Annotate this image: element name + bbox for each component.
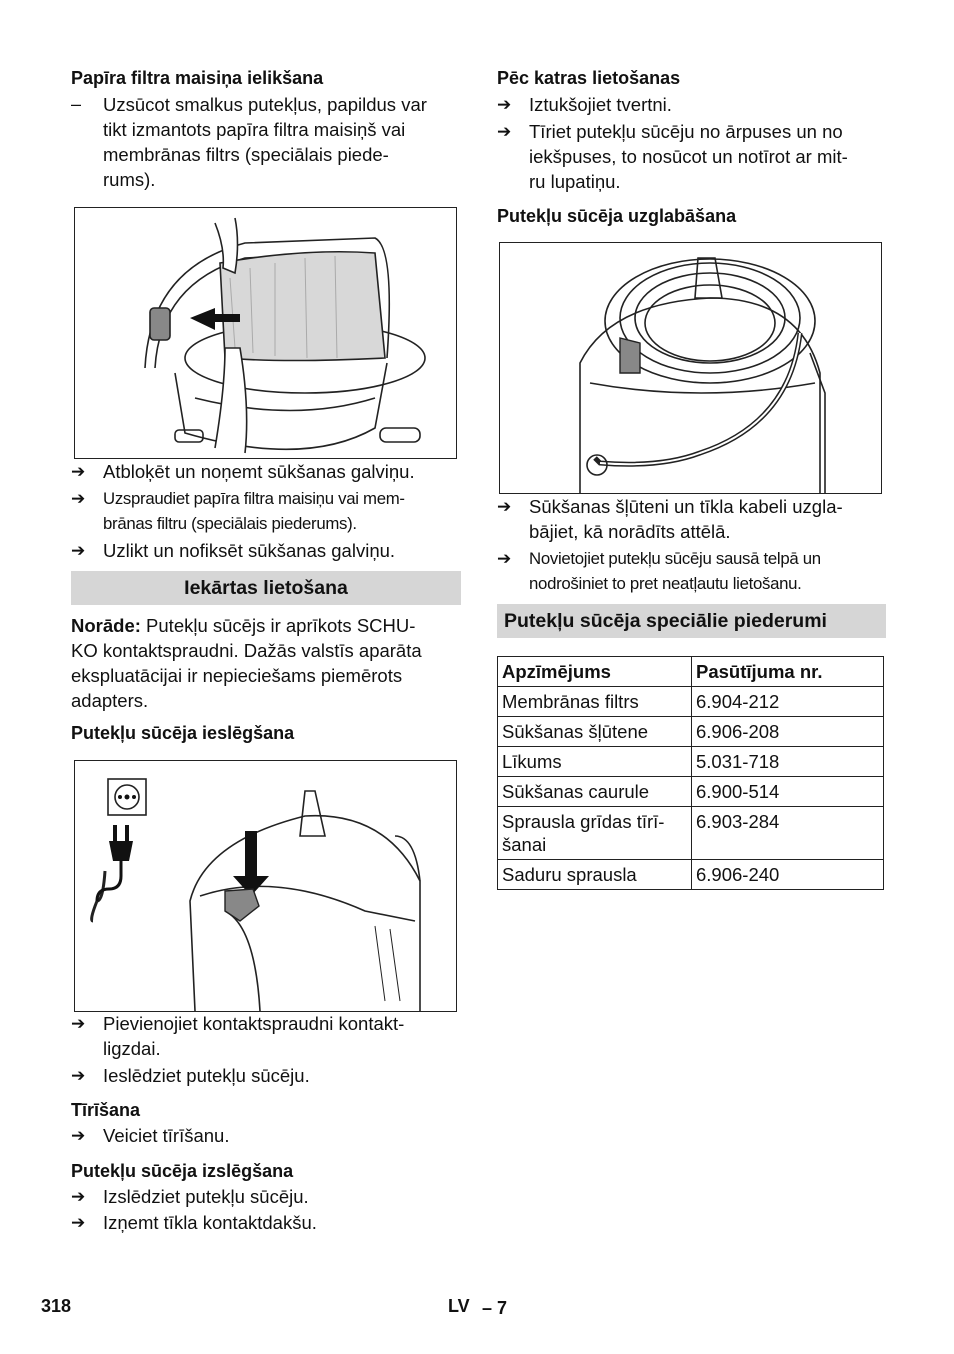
section-band-device-use: Iekārtas lietošana bbox=[71, 571, 461, 605]
cell-designation: Membrānas filtrs bbox=[498, 687, 692, 717]
plug-icon bbox=[115, 825, 127, 841]
column-header-order-number: Pasūtījuma nr. bbox=[692, 657, 884, 687]
cell-order-number: 6.903-284 bbox=[692, 807, 884, 860]
step-item bbox=[71, 459, 461, 484]
cell-order-number: 6.906-240 bbox=[692, 860, 884, 890]
step-text-line-1: Sūkšanas šļūteni un tīkla kabeli uzgla- bbox=[529, 496, 843, 517]
figure-filter-bag bbox=[74, 207, 457, 459]
step-text-line-1: Uzspraudiet papīra filtra maisiņu vai mem- bbox=[103, 489, 405, 508]
switch-on-illustration bbox=[75, 761, 456, 1011]
dash-line-4: rums). bbox=[103, 169, 156, 190]
cell-designation: Sūkšanas caurule bbox=[498, 777, 692, 807]
cell-order-number: 6.900-514 bbox=[692, 777, 884, 807]
step-item bbox=[71, 1210, 461, 1235]
table-row bbox=[498, 747, 884, 777]
section-band-accessories: Putekļu sūcēja speciālie piederumi bbox=[497, 604, 886, 638]
step-item bbox=[497, 119, 887, 194]
right-arrow-icon: ➔ bbox=[71, 1014, 86, 1033]
note-line-2: KO kontaktspraudni. Dažās valstīs aparāta bbox=[71, 640, 422, 661]
page-number: 318 bbox=[41, 1296, 72, 1316]
heading-switch-on: Putekļu sūcēja ieslēgšana bbox=[71, 723, 295, 743]
right-arrow-icon: ➔ bbox=[71, 462, 86, 481]
right-arrow-icon: ➔ bbox=[497, 122, 512, 141]
heading-storage: Putekļu sūcēja uzglabāšana bbox=[497, 206, 737, 226]
step-text-line-3: ru lupatiņu. bbox=[529, 171, 621, 192]
section-page-number: – 7 bbox=[482, 1298, 508, 1318]
step-text-line-1: Tīriet putekļu sūcēju no ārpuses un no bbox=[529, 121, 843, 142]
step-item bbox=[71, 1184, 461, 1209]
right-arrow-icon: ➔ bbox=[497, 497, 512, 516]
step-text-line-1: Novietojiet putekļu sūcēju sausā telpā un bbox=[529, 549, 821, 568]
table-row bbox=[498, 777, 884, 807]
table-row bbox=[498, 687, 884, 717]
step-text: Iztukšojiet tvertni. bbox=[529, 94, 672, 115]
step-text-line-2: brānas filtru (speciālais piederums). bbox=[103, 514, 357, 533]
step-text: Atbloķēt un noņemt sūkšanas galviņu. bbox=[103, 461, 415, 482]
step-item bbox=[71, 1063, 461, 1088]
step-text: Izslēdziet putekļu sūcēju. bbox=[103, 1186, 309, 1207]
figure-switch-on bbox=[74, 760, 457, 1012]
step-item bbox=[71, 1011, 461, 1061]
step-item bbox=[71, 538, 461, 563]
cell-designation: Līkums bbox=[498, 747, 692, 777]
step-text-line-2: iekšpuses, to nosūcot un notīrot ar mit- bbox=[529, 146, 848, 167]
heading-after-use: Pēc katras lietošanas bbox=[497, 68, 681, 88]
dash-marker: – bbox=[71, 94, 82, 114]
cell-designation: Saduru sprausla bbox=[498, 860, 692, 890]
filter-bag-illustration bbox=[75, 208, 456, 458]
right-arrow-icon: ➔ bbox=[71, 541, 86, 560]
step-text-line-1: Pievienojiet kontaktspraudni kontakt- bbox=[103, 1013, 405, 1034]
table-row bbox=[498, 807, 884, 860]
cell-designation-line-2: šanai bbox=[502, 834, 547, 855]
right-arrow-icon: ➔ bbox=[497, 549, 511, 568]
cell-designation bbox=[498, 807, 692, 860]
cell-order-number: 5.031-718 bbox=[692, 747, 884, 777]
language-code: LV bbox=[448, 1296, 470, 1316]
step-text: Izņemt tīkla kontaktdakšu. bbox=[103, 1212, 317, 1233]
heading-switch-off: Putekļu sūcēja izslēgšana bbox=[71, 1161, 294, 1181]
right-arrow-icon: ➔ bbox=[71, 1126, 86, 1145]
dash-line-2: tikt izmantots papīra filtra maisiņš vai bbox=[103, 119, 406, 140]
accessories-table bbox=[497, 656, 884, 890]
storage-illustration bbox=[500, 243, 881, 493]
step-item bbox=[71, 486, 461, 536]
dash-item bbox=[71, 92, 461, 192]
step-text: Ieslēdziet putekļu sūcēju. bbox=[103, 1065, 310, 1086]
step-item bbox=[71, 1123, 461, 1148]
step-item bbox=[497, 92, 887, 117]
step-text-line-2: ligzdai. bbox=[103, 1038, 161, 1059]
cell-designation: Sūkšanas šļūtene bbox=[498, 717, 692, 747]
heading-paper-filter: Papīra filtra maisiņa ielikšana bbox=[71, 68, 324, 88]
table-header-row bbox=[498, 657, 884, 687]
column-header-designation: Apzīmējums bbox=[498, 657, 692, 687]
step-item bbox=[497, 494, 887, 544]
figure-storage bbox=[499, 242, 882, 494]
heading-cleaning: Tīrīšana bbox=[71, 1100, 141, 1120]
step-text: Uzlikt un nofiksēt sūkšanas galviņu. bbox=[103, 540, 396, 561]
right-arrow-icon: ➔ bbox=[71, 1066, 86, 1085]
cell-order-number: 6.906-208 bbox=[692, 717, 884, 747]
note-line-1: Putekļu sūcējs ir aprīkots SCHU- bbox=[140, 615, 416, 636]
cell-designation-line-1: Sprausla grīdas tīrī- bbox=[502, 811, 665, 832]
table-row bbox=[498, 717, 884, 747]
right-arrow-icon: ➔ bbox=[71, 1213, 86, 1232]
step-item bbox=[497, 546, 887, 596]
step-text: Veiciet tīrīšanu. bbox=[103, 1125, 230, 1146]
right-arrow-icon: ➔ bbox=[497, 95, 512, 114]
table-row bbox=[498, 860, 884, 890]
right-arrow-icon: ➔ bbox=[71, 1187, 86, 1206]
step-text-line-2: bājiet, kā norādīts attēlā. bbox=[529, 521, 731, 542]
note-label: Norāde: bbox=[71, 615, 141, 636]
step-text-line-2: nodrošiniet to pret neatļautu lietošanu. bbox=[529, 574, 802, 593]
note-line-3: ekspluatācijai ir nepieciešams piemērots bbox=[71, 665, 403, 686]
note-line-4: adapters. bbox=[71, 690, 149, 711]
dash-line-3: membrānas filtrs (speciālais piede- bbox=[103, 144, 389, 165]
cell-order-number: 6.904-212 bbox=[692, 687, 884, 717]
note-paragraph bbox=[71, 613, 461, 713]
dash-line-1: Uzsūcot smalkus putekļus, papildus var bbox=[103, 94, 427, 115]
right-arrow-icon: ➔ bbox=[71, 489, 85, 508]
